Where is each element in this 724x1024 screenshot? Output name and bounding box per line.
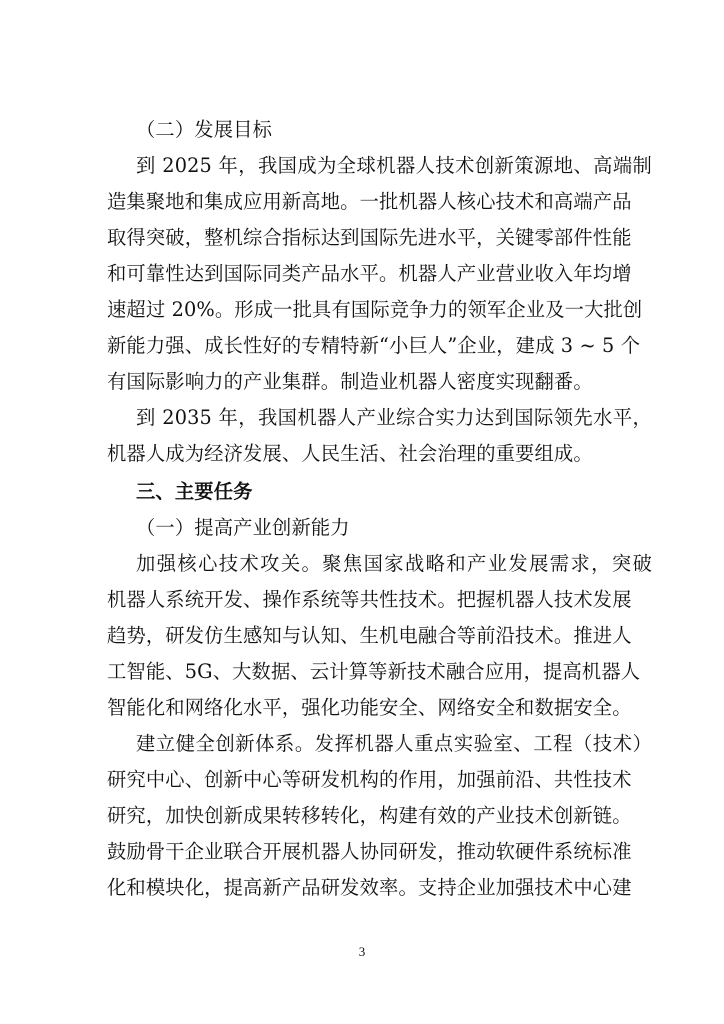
subsection-heading-development-goals: （二）发展目标 (136, 118, 273, 141)
paragraph-line: 到 2035 年，我国机器人产业综合实力达到国际领先水平， (136, 406, 652, 429)
section-heading-main-tasks: 三、主要任务 (136, 480, 253, 503)
paragraph-line: 建立健全创新体系。发挥机器人重点实验室、工程（技术） (136, 732, 652, 755)
paragraph-line: 机器人系统开发、操作系统等共性技术。把握机器人技术发展 (107, 588, 632, 611)
paragraph-line: 研究中心、创新中心等研发机构的作用，加强前沿、共性技术 (107, 768, 632, 791)
paragraph-line: 到 2025 年，我国成为全球机器人技术创新策源地、高端制 (136, 154, 652, 177)
paragraph-line: 取得突破，整机综合指标达到国际先进水平，关键零部件性能 (107, 226, 632, 249)
paragraph-line: 智能化和网络化水平，强化功能安全、网络安全和数据安全。 (107, 696, 632, 719)
paragraph-line: 化和模块化，提高新产品研发效率。支持企业加强技术中心建 (107, 876, 632, 899)
paragraph-line: 研究，加快创新成果转移转化，构建有效的产业技术创新链。 (107, 804, 632, 827)
paragraph-line: 机器人成为经济发展、人民生活、社会治理的重要组成。 (107, 442, 593, 465)
paragraph-line: 速超过 20%。形成一批具有国际竞争力的领军企业及一大批创 (107, 298, 643, 321)
subsection-heading-innovation-capacity: （一）提高产业创新能力 (136, 516, 350, 539)
paragraph-line: 造集聚地和集成应用新高地。一批机器人核心技术和高端产品 (107, 190, 632, 213)
paragraph-line: 加强核心技术攻关。聚焦国家战略和产业发展需求，突破 (136, 552, 652, 575)
paragraph-line: 趋势，研发仿生感知与认知、生机电融合等前沿技术。推进人 (107, 624, 632, 647)
paragraph-line: 新能力强、成长性好的专精特新“小巨人”企业，建成 3 ~ 5 个 (107, 334, 641, 357)
paragraph-line: 工智能、5G、大数据、云计算等新技术融合应用，提高机器人 (107, 660, 641, 683)
page-number: 3 (358, 944, 366, 959)
paragraph-line: 鼓励骨干企业联合开展机器人协同研发，推动软硬件系统标准 (107, 840, 632, 863)
paragraph-line: 和可靠性达到国际同类产品水平。机器人产业营业收入年均增 (107, 262, 632, 285)
paragraph-line: 有国际影响力的产业集群。制造业机器人密度实现翻番。 (107, 370, 593, 393)
